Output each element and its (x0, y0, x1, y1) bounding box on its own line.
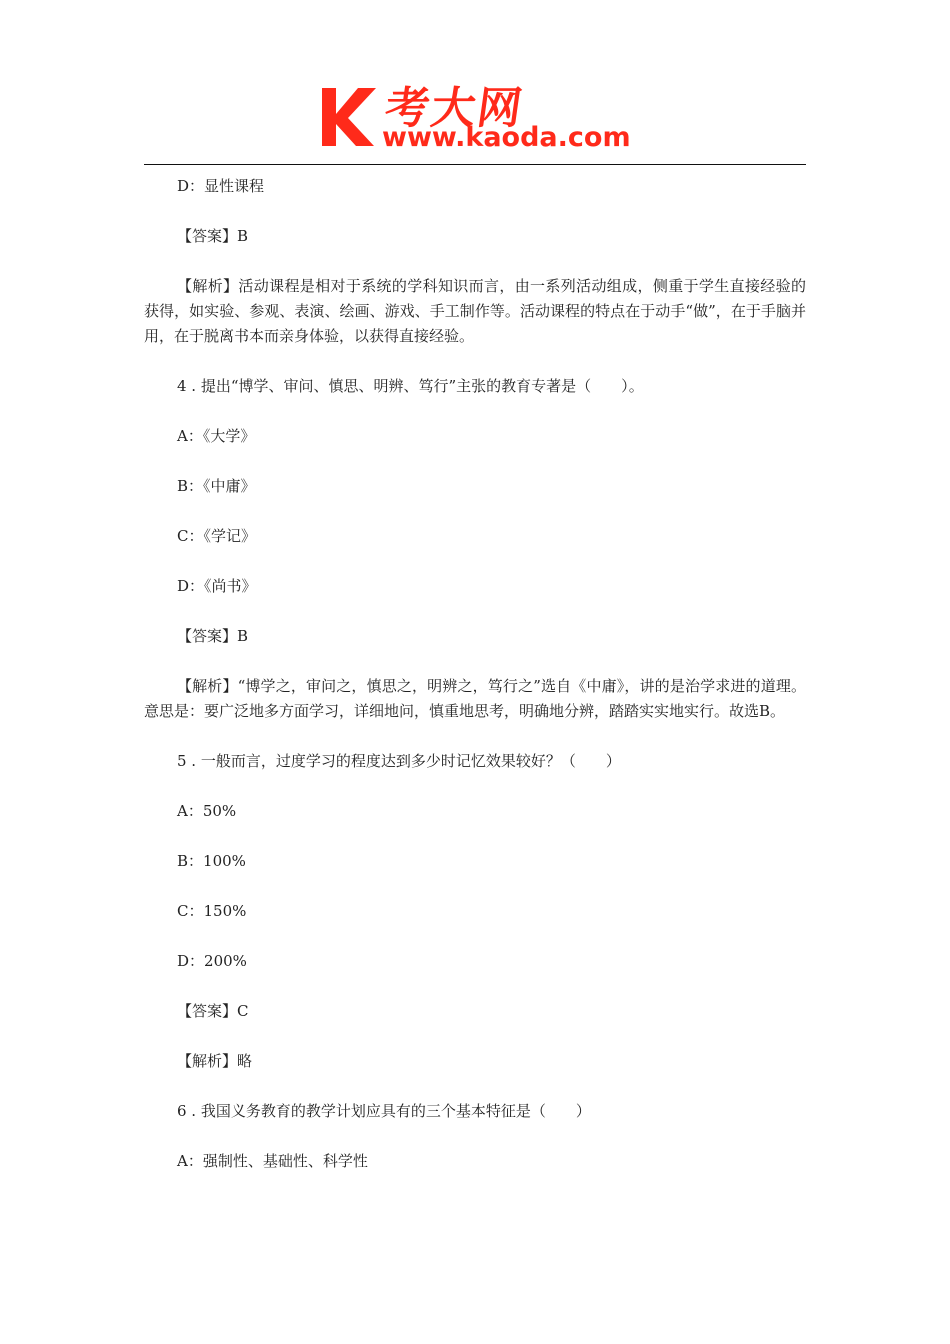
option-c: C：150% (177, 902, 247, 920)
analysis: 【解析】活动课程是相对于系统的学科知识而言，由一系列活动组成，侧重于学生直接经验的获得，如实验、参观、表演、绘画、游戏、手工制作等。活动课程的特点在于动手“做”，在于手脑并用，在于脱离书本而亲身体验，以获得直接经验。 (144, 277, 806, 345)
option-d: D：显性课程 (177, 177, 265, 195)
kaoda-logo (318, 78, 638, 160)
answer: 【答案】B (177, 227, 249, 245)
option-b: B：《中庸》 (177, 477, 256, 495)
option-d: D：《尚书》 (177, 577, 257, 595)
analysis: 【解析】略 (177, 1052, 253, 1070)
header-divider (144, 164, 806, 165)
page-header (144, 78, 806, 166)
option-a: A：《大学》 (177, 427, 256, 445)
k-logo-icon (318, 84, 380, 150)
option-a: A：50% (177, 802, 237, 820)
document-body (144, 174, 806, 1199)
option-c: C：《学记》 (177, 527, 256, 545)
analysis: 【解析】“博学之，审问之，慎思之，明辨之，笃行之”选自《中庸》，讲的是治学求进的道理。意思是：要广泛地多方面学习，详细地问，慎重地思考，明确地分辨，踏踏实实地实行。故选B。 (144, 677, 806, 720)
option-a: A：强制性、基础性、科学性 (177, 1152, 368, 1170)
option-b: B：100% (177, 852, 246, 870)
question-4: 4 . 提出“博学、审问、慎思、明辨、笃行”主张的教育专著是（ ）。 (177, 377, 644, 395)
option-d: D：200% (177, 952, 247, 970)
answer: 【答案】C (177, 1002, 249, 1020)
question-5: 5 . 一般而言，过度学习的程度达到多少时记忆效果较好？（ ） (177, 752, 621, 770)
question-6: 6 . 我国义务教育的教学计划应具有的三个基本特征是（ ） (177, 1102, 591, 1120)
logo-url-text: www.kaoda.com (382, 122, 631, 153)
logo-chinese-text: 考大网 (381, 83, 527, 134)
answer: 【答案】B (177, 627, 249, 645)
